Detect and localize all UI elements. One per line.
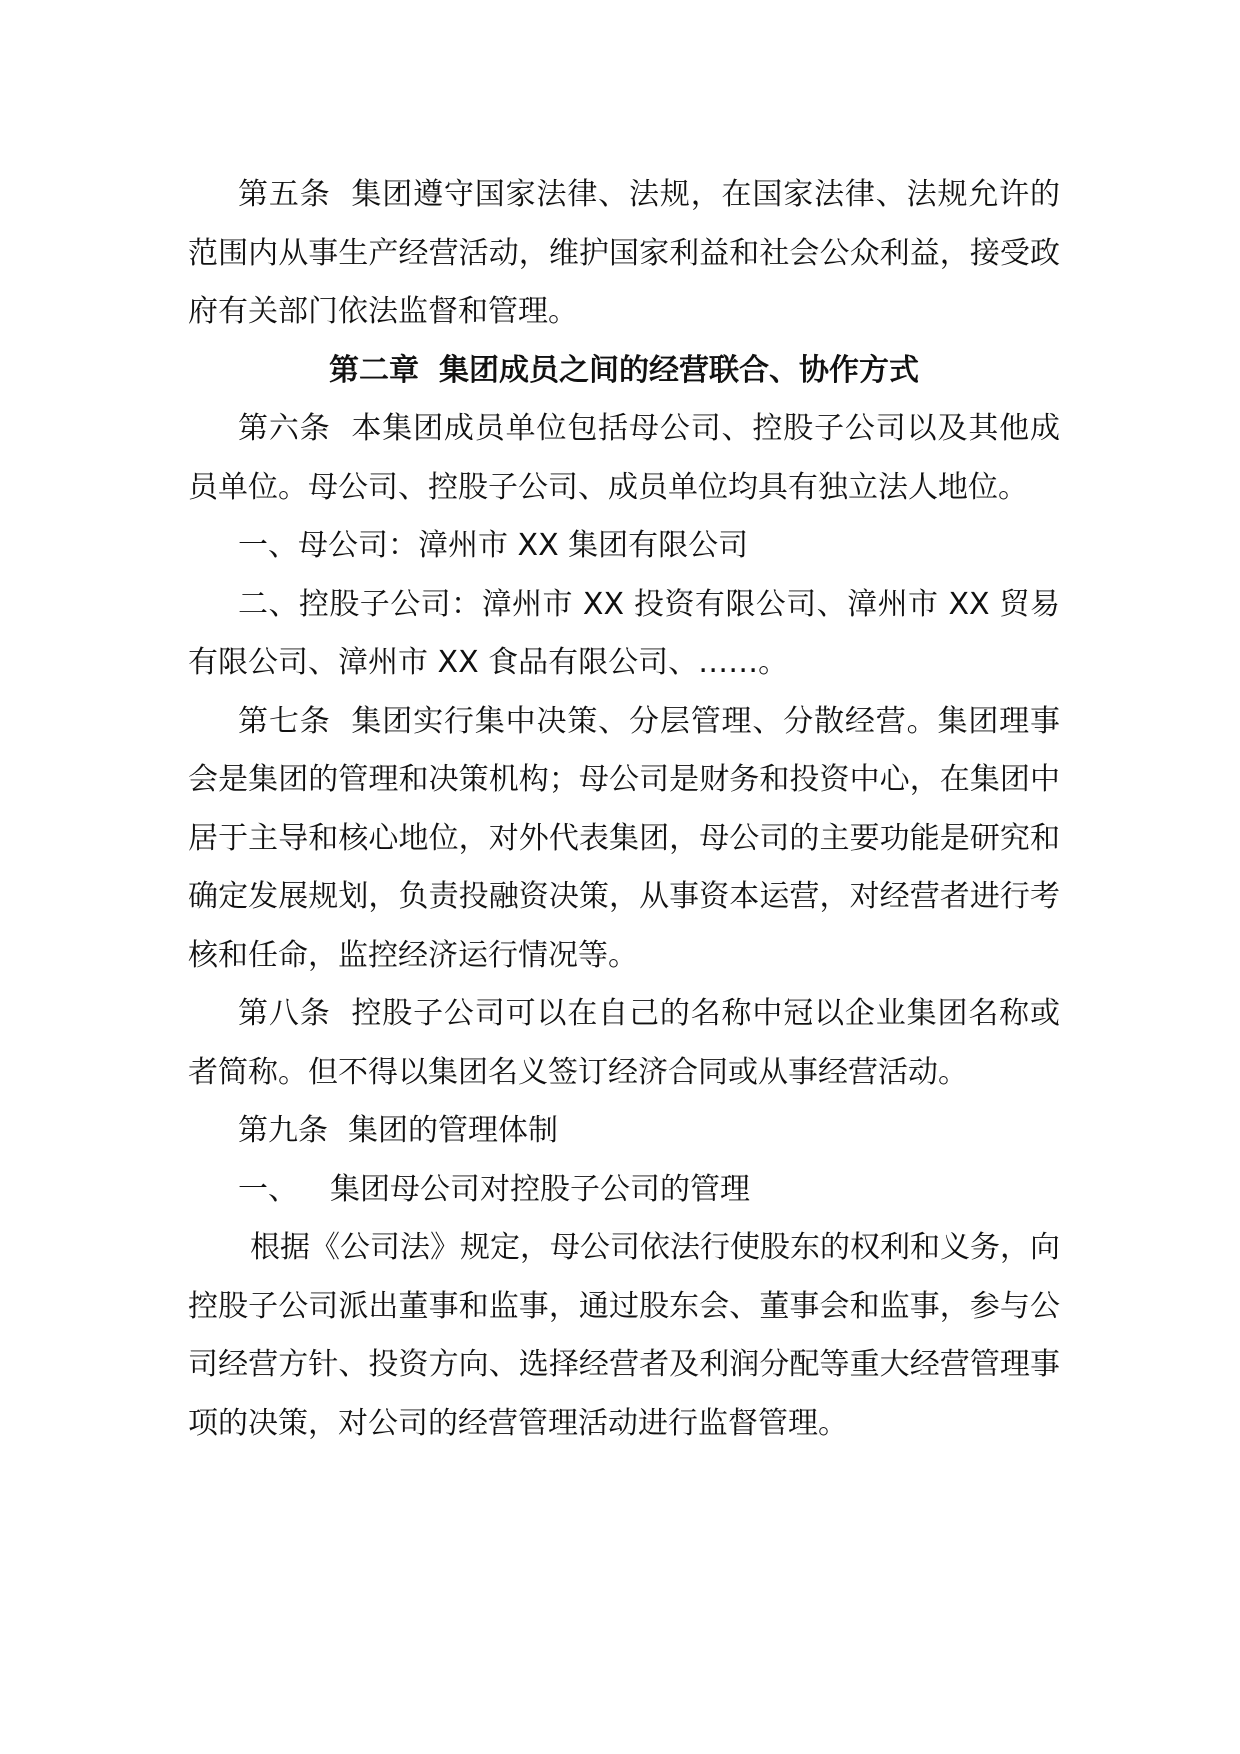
article-5-text: 集团遵守国家法律、法规，在国家法律、法规允许的范围内从事生产经营活动，维护国家利益和社会公众利益，接受政府有关部门依法监督和管理。 [188,177,1061,329]
article-9 [188,1102,1060,1161]
parent-company-item: 一、母公司：漳州市 XX 集团有限公司 [238,528,749,563]
article-8 [188,985,1060,1102]
article-7-label: 第七条 [238,703,331,739]
article-9-text: 集团的管理体制 [348,1113,558,1148]
chapter-2-heading [188,342,1060,401]
management-item-1 [188,1161,1060,1220]
article-8-label: 第八条 [238,996,331,1031]
article-5 [188,166,1060,342]
article-6-label: 第六条 [238,411,331,446]
document-body [188,166,1060,1453]
chapter-2-title: 集团成员之间的经营联合、协作方式 [439,352,919,388]
article-6 [188,400,1060,517]
article-5-label: 第五条 [238,177,331,212]
management-item-1-text: 集团母公司对控股子公司的管理 [330,1171,750,1207]
article-6-text: 本集团成员单位包括母公司、控股子公司以及其他成员单位。母公司、控股子公司、成员单位均具有独立法人地位。 [188,411,1061,505]
management-item-1-label: 一、 [238,1171,298,1207]
company-law-paragraph: 根据《公司法》规定，母公司依法行使股东的权利和义务，向控股子公司派出董事和监事，通过股东会、董事会和监事，参与公司经营方针、投资方向、选择经营者及利润分配等重大经营管理事项的决策，对公司的经营管理活动进行监督管理。 [188,1230,1060,1441]
chapter-2-label: 第二章 [329,352,419,388]
article-7-text: 集团实行集中决策、分层管理、分散经营。集团理事会是集团的管理和决策机构；母公司是财务和投资中心，在集团中居于主导和核心地位，对外代表集团，母公司的主要功能是研究和确定发展规划，负责投融资决策，从事资本运营，对经营者进行考核和任命，监控经济运行情况等。 [188,703,1061,973]
article-8-text: 控股子公司可以在自己的名称中冠以企业集团名称或者简称。但不得以集团名义签订经济合同或从事经营活动。 [188,996,1061,1090]
article-9-label: 第九条 [238,1113,328,1148]
article-7 [188,693,1060,986]
subsidiaries-item: 二、控股子公司：漳州市 XX 投资有限公司、漳州市 XX 贸易有限公司、漳州市 XX 食品有限公司、……。 [188,586,1060,680]
